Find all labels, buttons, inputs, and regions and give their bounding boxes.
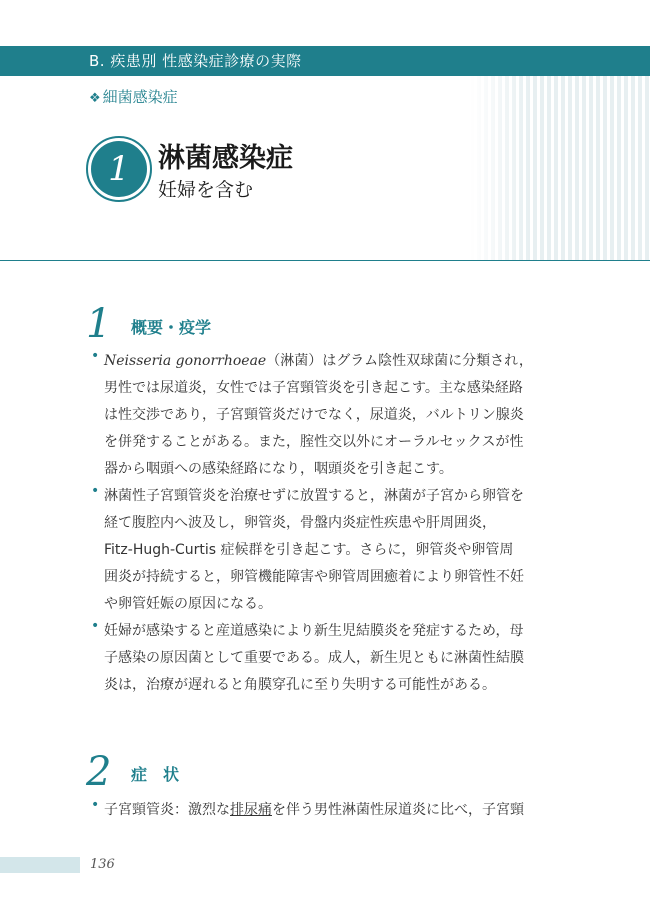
underlined-term: 排尿痛 xyxy=(230,802,272,818)
chapter-subtitle: 妊婦を含む xyxy=(158,179,254,201)
chapter-number: 1 xyxy=(91,141,147,197)
text-line: 子宮頸管炎：激烈な排尿痛を伴う男性淋菌性尿道炎に比べ，子宮頸 xyxy=(104,802,524,818)
bullet-dot-icon: • xyxy=(91,618,100,634)
section-2-title: 症 状 xyxy=(131,765,180,784)
page-number: 136 xyxy=(90,857,115,872)
text-line: 淋菌性子宮頸管炎を治療せずに放置すると，淋菌が子宮から卵管を xyxy=(104,488,524,504)
bullet-dot-icon: • xyxy=(91,348,100,364)
section-1-number: 1 xyxy=(86,301,112,347)
text-line: は性交渉であり，子宮頸管炎だけでなく，尿道炎，バルトリン腺炎 xyxy=(104,407,524,423)
section-1-bullet-list xyxy=(90,348,560,699)
text-line: Fitz-Hugh-Curtis 症候群を引き起こす。さらに，卵管炎や卵管周 xyxy=(104,542,514,558)
text-line: 男性では尿道炎，女性では子宮頸管炎を引き起こす。主な感染経路 xyxy=(104,380,523,396)
text-line: 炎は，治療が遅れると角膜穿孔に至り失明する可能性がある。 xyxy=(104,677,496,693)
section-2-number: 2 xyxy=(86,749,112,795)
text-line: 子感染の原因菌として重要である。成人，新生児ともに淋菌性結膜 xyxy=(104,650,524,666)
italic-term: Neisseria gonorrhoeae xyxy=(104,353,267,369)
section-1-title: 概要・疫学 xyxy=(131,318,212,337)
text-line: 経て腹腔内へ波及し，卵管炎，骨盤内炎症性疾患や肝周囲炎， xyxy=(104,515,496,531)
text-line: Neisseria gonorrhoeae（淋菌）はグラム陰性双球菌に分類され， xyxy=(104,353,533,369)
chapter-title: 淋菌感染症 xyxy=(158,143,293,174)
text-line: を併発することがある。また，腟性交以外にオーラルセックスが性 xyxy=(104,434,524,450)
list-item xyxy=(90,618,560,699)
footer-bar xyxy=(0,857,80,873)
text-line: 囲炎が持続すると，卵管機能障害や卵管周囲癒着により卵管性不妊 xyxy=(104,569,524,585)
list-item xyxy=(90,797,560,824)
diamond-ornament-icon: ❖ xyxy=(89,91,101,106)
bullet-dot-icon: • xyxy=(91,797,100,813)
list-item xyxy=(90,483,560,618)
header-divider xyxy=(0,260,650,261)
chapter-number-badge xyxy=(86,136,152,202)
list-item xyxy=(90,348,560,483)
category-label xyxy=(89,86,178,107)
text-line: や卵管妊娠の原因になる。 xyxy=(104,596,272,612)
section-2-bullet-list xyxy=(90,797,560,824)
text-line: 妊婦が感染すると産道感染により新生児結膜炎を発症するため，母 xyxy=(104,623,524,639)
bullet-dot-icon: • xyxy=(91,483,100,499)
header-title: B. 疾患別 性感染症診療の実際 xyxy=(89,52,302,70)
text-line: 器から咽頭への感染経路になり，咽頭炎を引き起こす。 xyxy=(104,461,453,477)
decorative-stripes-fade xyxy=(470,76,530,260)
category-text: 細菌感染症 xyxy=(102,88,178,106)
